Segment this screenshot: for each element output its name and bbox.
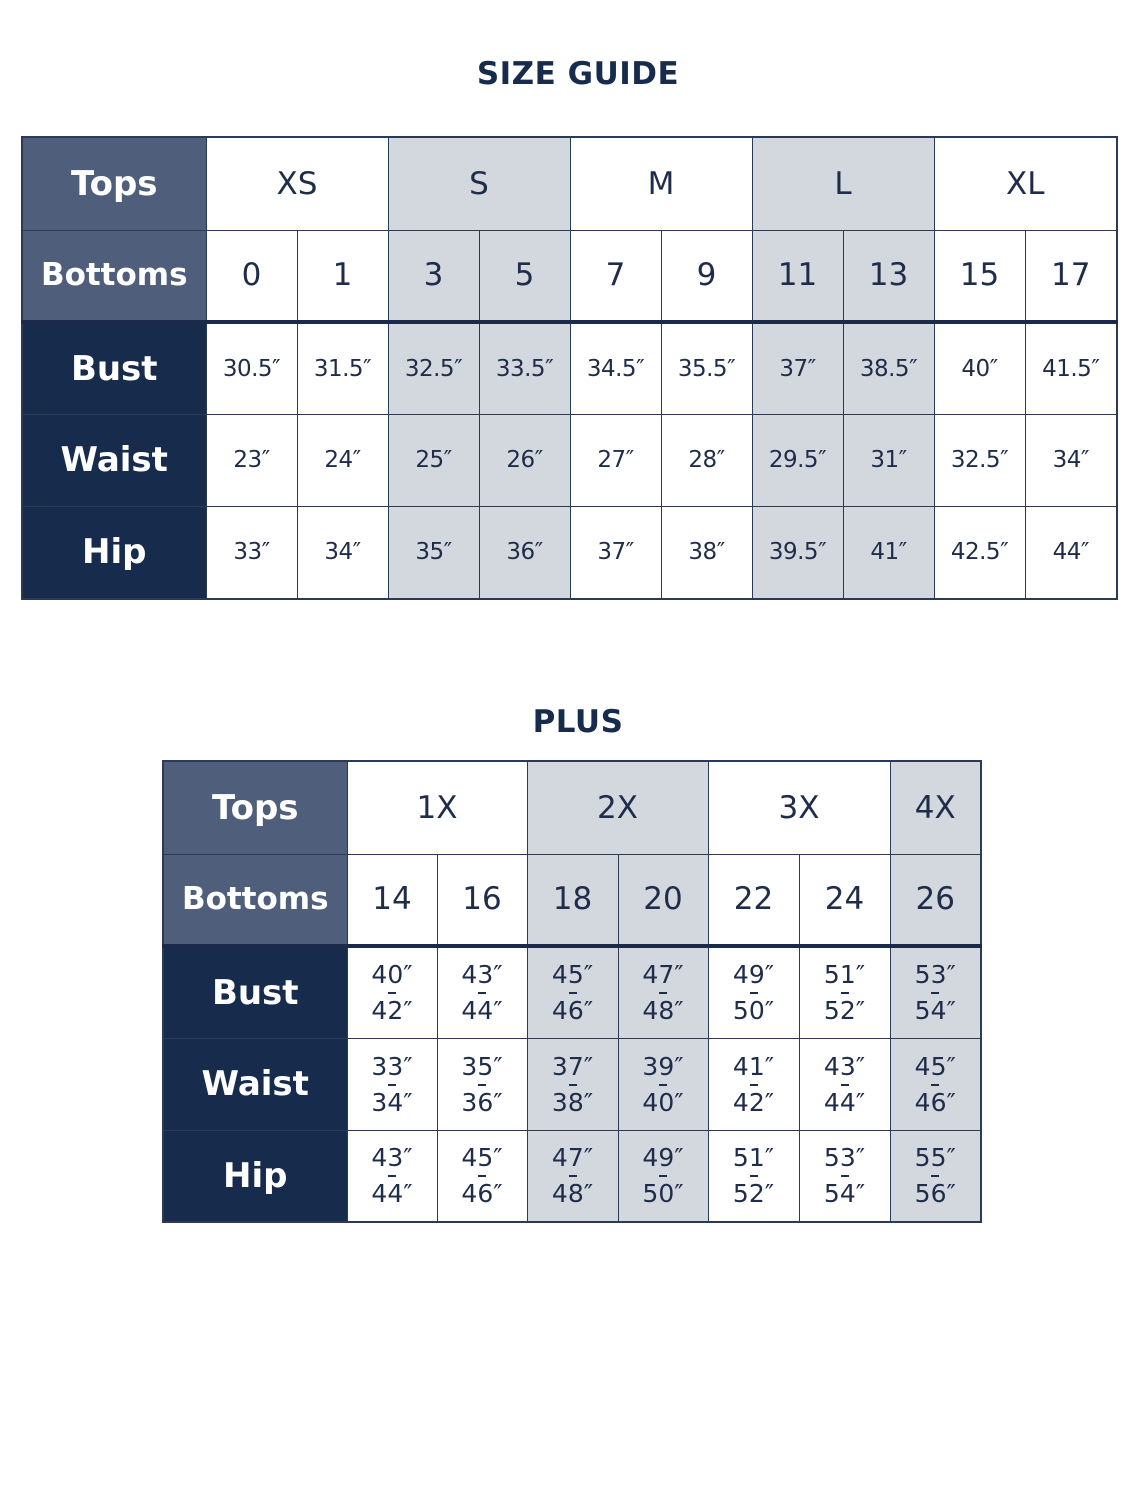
bust-value-cell: 38.5″ <box>843 322 934 414</box>
range-low: 47″ <box>551 1143 594 1173</box>
range-high: 44″ <box>823 1087 866 1117</box>
waist-label: Waist <box>22 414 206 506</box>
plus-title: PLUS <box>532 704 624 740</box>
range-low: 49″ <box>642 1143 684 1173</box>
plus-hip-range-cell <box>347 1130 437 1222</box>
waist-value-cell: 28″ <box>661 414 752 506</box>
range-low: 40″ <box>371 960 413 990</box>
size-guide-title: SIZE GUIDE <box>476 56 680 92</box>
range-low: 41″ <box>732 1051 775 1081</box>
waist-value-cell: 29.5″ <box>752 414 843 506</box>
bottoms-size-cell: 3 <box>388 230 479 322</box>
bottoms-size-cell: 1 <box>297 230 388 322</box>
range-low: 51″ <box>823 960 866 990</box>
range-high: 48″ <box>551 1179 594 1209</box>
plus-bottoms-size-cell: 18 <box>527 854 618 946</box>
bottoms-size-cell: 13 <box>843 230 934 322</box>
range-high: 44″ <box>371 1179 413 1209</box>
range-high: 52″ <box>823 996 866 1026</box>
bottoms-row <box>22 230 1117 322</box>
plus-waist-label: Waist <box>163 1038 347 1130</box>
range-low: 43″ <box>371 1143 413 1173</box>
tops-size-cell: L <box>752 137 934 230</box>
bottoms-size-cell: 5 <box>479 230 570 322</box>
plus-hip-range-cell <box>708 1130 799 1222</box>
hip-value-cell: 39.5″ <box>752 506 843 599</box>
range-high: 42″ <box>732 1087 775 1117</box>
plus-bust-range-cell <box>799 946 890 1038</box>
plus-bottoms-label: Bottoms <box>163 854 347 946</box>
range-low: 45″ <box>551 960 594 990</box>
hip-value-cell: 37″ <box>570 506 661 599</box>
bust-value-cell: 41.5″ <box>1025 322 1117 414</box>
range-high: 46″ <box>914 1087 956 1117</box>
range-low: 53″ <box>823 1143 866 1173</box>
plus-hip-range-cell <box>437 1130 527 1222</box>
plus-size-table <box>162 760 982 1223</box>
hip-value-cell: 35″ <box>388 506 479 599</box>
plus-bust-range-cell <box>527 946 618 1038</box>
tops-label: Tops <box>22 137 206 230</box>
range-low: 43″ <box>461 960 503 990</box>
plus-bust-range-cell <box>890 946 981 1038</box>
plus-hip-range-cell <box>527 1130 618 1222</box>
plus-bust-row <box>163 946 981 1038</box>
plus-waist-range-cell <box>890 1038 981 1130</box>
bust-value-cell: 32.5″ <box>388 322 479 414</box>
waist-value-cell: 32.5″ <box>934 414 1025 506</box>
bottoms-size-cell: 9 <box>661 230 752 322</box>
hip-value-cell: 33″ <box>206 506 297 599</box>
plus-hip-range-cell <box>890 1130 981 1222</box>
bottoms-size-cell: 17 <box>1025 230 1117 322</box>
plus-bottoms-size-cell: 16 <box>437 854 527 946</box>
range-high: 42″ <box>371 996 413 1026</box>
waist-value-cell: 26″ <box>479 414 570 506</box>
plus-tops-size-cell: 4X <box>890 761 981 854</box>
hip-value-cell: 36″ <box>479 506 570 599</box>
tops-size-cell: S <box>388 137 570 230</box>
bottoms-size-cell: 7 <box>570 230 661 322</box>
plus-waist-range-cell <box>618 1038 708 1130</box>
bottoms-label: Bottoms <box>22 230 206 322</box>
plus-bottoms-size-cell: 14 <box>347 854 437 946</box>
bust-value-cell: 37″ <box>752 322 843 414</box>
plus-bust-range-cell <box>347 946 437 1038</box>
range-low: 53″ <box>914 960 956 990</box>
bust-value-cell: 40″ <box>934 322 1025 414</box>
hip-value-cell: 38″ <box>661 506 752 599</box>
range-high: 40″ <box>642 1087 684 1117</box>
range-low: 47″ <box>642 960 684 990</box>
plus-hip-range-cell <box>799 1130 890 1222</box>
range-low: 35″ <box>461 1051 503 1081</box>
bust-value-cell: 33.5″ <box>479 322 570 414</box>
range-high: 44″ <box>461 996 503 1026</box>
plus-bottoms-size-cell: 22 <box>708 854 799 946</box>
range-low: 33″ <box>371 1051 413 1081</box>
size-guide-table <box>21 136 1118 600</box>
range-high: 56″ <box>914 1179 956 1209</box>
waist-value-cell: 23″ <box>206 414 297 506</box>
waist-value-cell: 25″ <box>388 414 479 506</box>
waist-value-cell: 27″ <box>570 414 661 506</box>
range-high: 54″ <box>914 996 956 1026</box>
range-high: 48″ <box>642 996 684 1026</box>
plus-hip-range-cell <box>618 1130 708 1222</box>
range-high: 50″ <box>732 996 775 1026</box>
plus-hip-label: Hip <box>163 1130 347 1222</box>
tops-row <box>22 137 1117 230</box>
range-high: 46″ <box>461 1179 503 1209</box>
range-low: 51″ <box>732 1143 775 1173</box>
plus-bottoms-row <box>163 854 981 946</box>
plus-tops-row <box>163 761 981 854</box>
range-low: 39″ <box>642 1051 684 1081</box>
bust-row <box>22 322 1117 414</box>
waist-value-cell: 34″ <box>1025 414 1117 506</box>
plus-tops-size-cell: 3X <box>708 761 890 854</box>
range-high: 54″ <box>823 1179 866 1209</box>
plus-waist-range-cell <box>347 1038 437 1130</box>
plus-waist-row <box>163 1038 981 1130</box>
plus-bust-range-cell <box>437 946 527 1038</box>
range-low: 43″ <box>823 1051 866 1081</box>
plus-waist-range-cell <box>799 1038 890 1130</box>
range-low: 49″ <box>732 960 775 990</box>
plus-tops-label: Tops <box>163 761 347 854</box>
tops-size-cell: XL <box>934 137 1117 230</box>
plus-tops-size-cell: 2X <box>527 761 708 854</box>
plus-hip-row <box>163 1130 981 1222</box>
waist-value-cell: 31″ <box>843 414 934 506</box>
plus-bust-range-cell <box>708 946 799 1038</box>
plus-bottoms-size-cell: 20 <box>618 854 708 946</box>
bust-value-cell: 30.5″ <box>206 322 297 414</box>
bust-value-cell: 35.5″ <box>661 322 752 414</box>
plus-bottoms-size-cell: 26 <box>890 854 981 946</box>
plus-bust-label: Bust <box>163 946 347 1038</box>
range-high: 38″ <box>551 1087 594 1117</box>
hip-value-cell: 41″ <box>843 506 934 599</box>
range-low: 55″ <box>914 1143 956 1173</box>
hip-label: Hip <box>22 506 206 599</box>
range-high: 50″ <box>642 1179 684 1209</box>
range-low: 37″ <box>551 1051 594 1081</box>
hip-row <box>22 506 1117 599</box>
plus-tops-size-cell: 1X <box>347 761 527 854</box>
tops-size-cell: M <box>570 137 752 230</box>
range-high: 34″ <box>371 1087 413 1117</box>
plus-waist-range-cell <box>527 1038 618 1130</box>
hip-value-cell: 42.5″ <box>934 506 1025 599</box>
bottoms-size-cell: 0 <box>206 230 297 322</box>
plus-bust-range-cell <box>618 946 708 1038</box>
tops-size-cell: XS <box>206 137 388 230</box>
waist-row <box>22 414 1117 506</box>
bust-value-cell: 34.5″ <box>570 322 661 414</box>
plus-waist-range-cell <box>708 1038 799 1130</box>
hip-value-cell: 44″ <box>1025 506 1117 599</box>
range-high: 52″ <box>732 1179 775 1209</box>
bust-value-cell: 31.5″ <box>297 322 388 414</box>
range-high: 36″ <box>461 1087 503 1117</box>
bust-label: Bust <box>22 322 206 414</box>
bottoms-size-cell: 11 <box>752 230 843 322</box>
plus-waist-range-cell <box>437 1038 527 1130</box>
bottoms-size-cell: 15 <box>934 230 1025 322</box>
range-high: 46″ <box>551 996 594 1026</box>
plus-bottoms-size-cell: 24 <box>799 854 890 946</box>
range-low: 45″ <box>914 1051 956 1081</box>
waist-value-cell: 24″ <box>297 414 388 506</box>
hip-value-cell: 34″ <box>297 506 388 599</box>
range-low: 45″ <box>461 1143 503 1173</box>
